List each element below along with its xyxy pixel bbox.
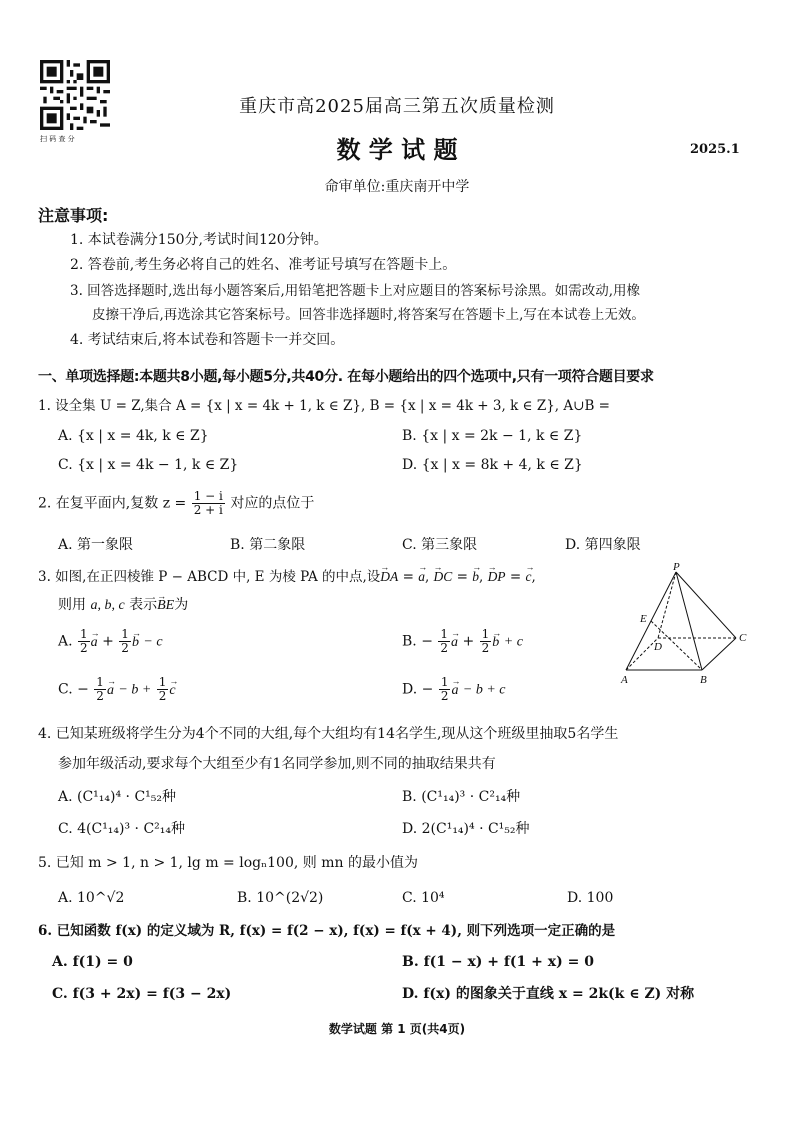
denominator: 2 [80,641,88,655]
fraction-half [438,628,450,655]
numerator: 1 [158,675,167,689]
q5-option-b: B. 10^(2√2) [237,890,324,906]
vector-b: → b [492,634,499,652]
plus-sign: + [102,633,114,650]
q3-text: 则用 [58,597,86,613]
vector-c: → c [169,682,175,700]
label-a: A [621,674,628,686]
vector-b: → b [472,568,479,586]
q6-option-b: B. f(1 − x) + f(1 + x) = 0 [402,954,594,970]
q1-stem: 1. 设全集 U = Z,集合 A = {x | x = 4k + 1, k ∈ Z}, B = {x | x = 4k + 3, k ∈ Z}, A∪B = [38,398,610,414]
denominator: 2 [158,689,167,703]
q3-sep: , [424,569,430,585]
vector-be: → BE [157,597,174,615]
label-b: B [700,674,707,686]
vector-b: → b [132,634,139,652]
note-item: 皮擦干净后,再选涂其它答案标号。回答非选择题时,将答案写在答题卡上,写在本试卷上无效。 [92,307,645,323]
q2-option-d: D. 第四象限 [565,537,641,553]
q3-option-b [402,628,523,655]
vector-a: → a [418,568,425,586]
fraction-half [94,676,106,703]
subject-title: 数 学 试 题 [336,135,458,164]
q3-text: 3. 如图,在正四棱锥 P − ABCD 中, E 为棱 PA 的中点,设 [38,569,381,585]
q6-option-d: D. f(x) 的图象关于直线 x = 2k(k ∈ Z) 对称 [402,986,695,1002]
q5-option-a: A. 10^√2 [58,890,125,906]
option-label: C. − [58,681,89,698]
numerator: 1 [121,627,129,641]
exam-date: 2025.1 [690,142,740,157]
q2-option-c: C. 第三象限 [402,537,478,553]
q3-sep: , [478,569,484,585]
option-rest: − b + c [462,682,506,698]
q3-eq: = [398,569,419,585]
edge-pd [658,572,676,638]
vector-da: → DA [380,568,398,586]
vector-a: → a [451,634,458,652]
q2-option-a: A. 第一象限 [58,537,134,553]
option-label: B. − [402,633,433,650]
q5-option-c: C. 10⁴ [402,890,445,906]
q3-eq: = [505,569,526,585]
q3-stem-line1 [38,568,536,586]
q2-numerator: 1 − i [193,489,223,503]
q2-fraction [192,490,225,517]
q3-sep: , [531,569,536,585]
pyramid-figure [618,562,768,692]
denominator: 2 [481,641,490,655]
fraction-half [439,676,451,703]
fraction-half [78,628,90,655]
q1-option-d: D. {x | x = 8k + 4, k ∈ Z} [402,457,583,473]
q4-option-a: A. (C¹₁₄)⁴ · C¹₅₂种 [58,789,176,805]
q1-option-b: B. {x | x = 2k − 1, k ∈ Z} [402,428,583,444]
q6-option-a: A. f(1) = 0 [52,954,133,970]
edge-bc [702,638,736,670]
note-item: 3. 回答选择题时,选出每小题答案后,用铅笔把答题卡上对应题目的答案标号涂黑。如需改动,用橡 [70,283,641,299]
label-d: D [654,641,662,653]
q3-option-d [402,676,506,703]
q1-option-a: A. {x | x = 4k, k ∈ Z} [58,428,209,444]
option-rest: − c [143,634,163,650]
q4-option-c: C. 4(C¹₁₄)³ · C²₁₄种 [58,821,186,837]
exam-name: 重庆市高2025届高三第五次质量检测 [239,96,555,117]
fraction-half [157,676,169,703]
q3-option-a [58,628,163,655]
vector-c: → c [525,568,531,586]
q2-stem [38,490,314,517]
note-item: 1. 本试卷满分150分,考试时间120分钟。 [70,232,328,248]
vector-a: → a [451,682,458,700]
setter-unit: 命审单位:重庆南开中学 [324,179,470,195]
plus-sign: + [462,633,475,650]
denominator: 2 [440,689,449,703]
option-label: D. − [402,681,434,698]
label-c: C [739,632,747,644]
q5-option-d: D. 100 [567,890,614,906]
vector-dp: → DP [488,568,506,586]
q3-text: 为 [174,597,189,613]
label-e: E [640,613,647,625]
note-item: 2. 答卷前,考生务必将自己的姓名、准考证号填写在答题卡上。 [70,257,457,273]
q2-stem-post: 对应的点位于 [230,495,315,512]
numerator: 1 [440,627,449,641]
vector-a: → a [107,682,114,700]
q6-stem: 6. 已知函数 f(x) 的定义域为 R, f(x) = f(2 − x), f(x) = f(x + 4), 则下列选项一定正确的是 [38,923,616,939]
notes-heading: 注意事项: [38,206,109,225]
q2-stem-pre: 2. 在复平面内,复数 z = [38,495,187,512]
page-footer: 数学试题 第 1 页(共4页) [328,1022,466,1036]
option-label: A. [58,633,73,650]
note-item: 4. 考试结束后,将本试卷和答题卡一并交回。 [70,332,345,348]
q4-option-d: D. 2(C¹₁₄)⁴ · C¹₅₂种 [402,821,530,837]
fraction-half [119,628,131,655]
q6-option-c: C. f(3 + 2x) = f(3 − 2x) [52,986,232,1002]
qr-caption: 扫 码 查 分 [40,135,75,143]
numerator: 1 [481,627,490,641]
q3-vectors: a, b, c [90,598,125,613]
vector-a: → a [91,634,98,652]
vector-dc: → DC [434,568,453,586]
q4-stem-line2: 参加年级活动,要求每个大组至少有1名同学参加,则不同的抽取结果共有 [58,756,496,772]
label-p: P [673,562,680,573]
q2-option-b: B. 第二象限 [230,537,306,553]
numerator: 1 [440,675,449,689]
q1-option-c: C. {x | x = 4k − 1, k ∈ Z} [58,457,239,473]
option-rest: + c [503,634,523,650]
q3-stem-line2 [58,596,188,615]
q3-option-c [58,676,176,703]
q2-denominator: 2 + i [193,503,223,517]
option-mid: − b + [118,682,152,698]
q3-text: 表示 [129,597,158,613]
q3-eq: = [452,569,473,585]
q4-stem-line1: 4. 已知某班级将学生分为4个不同的大组,每个大组均有14名学生,现从这个班级里抽取5名学生 [38,726,619,742]
denominator: 2 [121,641,129,655]
fraction-half [480,628,492,655]
numerator: 1 [96,675,104,689]
q5-stem: 5. 已知 m > 1, n > 1, lg m = logₙ100, 则 mn 的最小值为 [38,855,418,871]
denominator: 2 [440,641,449,655]
numerator: 1 [80,627,88,641]
section-heading: 一、单项选择题:本题共8小题,每小题5分,共40分. 在每小题给出的四个选项中,只有一项符合题目要求 [38,369,654,385]
q4-option-b: B. (C¹₁₄)³ · C²₁₄种 [402,789,521,805]
denominator: 2 [96,689,104,703]
